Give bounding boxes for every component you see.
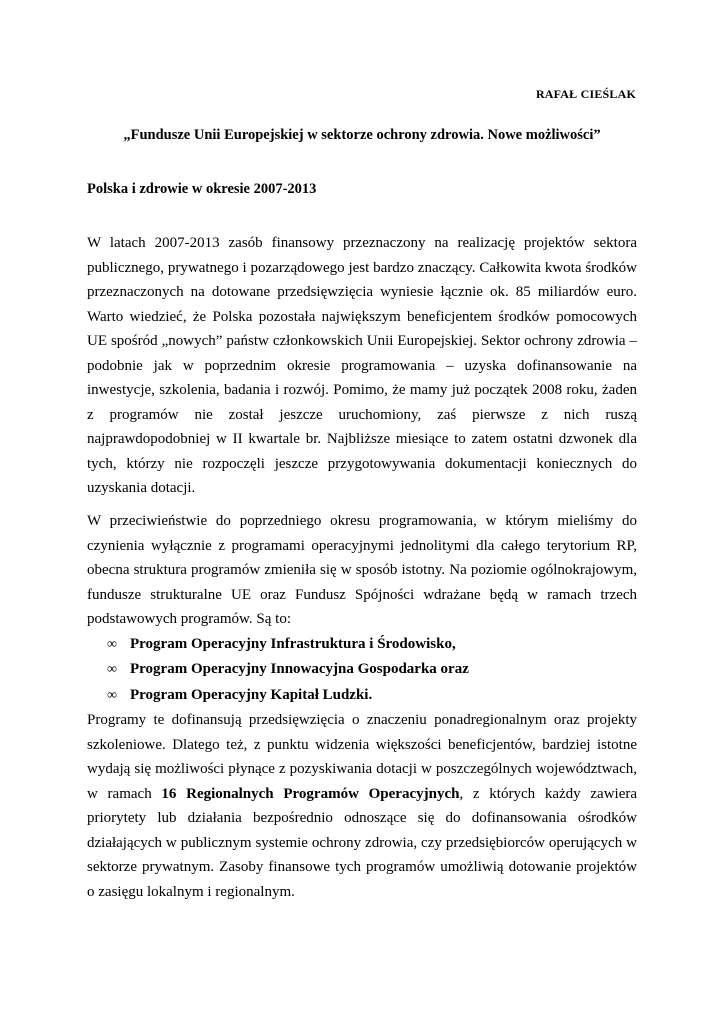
list-item xyxy=(87,657,637,683)
paragraph-3-emphasis: 16 Regionalnych Programów Operacyjnych xyxy=(161,785,460,802)
paragraph-1: W latach 2007-2013 zasób finansowy przeznaczony na realizację projektów sektora publicznego, prywatnego i pozarządowego jest bardzo znaczący. Całkowita kwota środków przeznaczonych na dotowane przedsięwzięcia wyniesie łącznie ok. 85 miliardów euro. Warto wiedzieć, że Polska pozostała największym beneficjentem środków pomocowych UE spośród „nowych” państw członkowskich Unii Europejskiej. Sektor ochrony zdrowia – podobnie jak w poprzednim okresie programowania – uzyska dofinansowanie na inwestycje, szkolenia, badania i rozwój. Pomimo, że mamy już początek 2008 roku, żaden z programów nie został jeszcze uruchomiony, zaś pierwsze z nich ruszą najprawdopodobniej w II kwartale br. Najbliższe miesiące to zatem ostatni dzwonek dla tych, którzy nie rozpoczęli jeszcze przygotowywania dokumentacji koniecznych do uzyskania dotacji. xyxy=(87,235,637,496)
list-item xyxy=(87,632,637,658)
program-list xyxy=(87,632,637,709)
infinity-bullet-icon: ∞ xyxy=(107,662,117,677)
author-name: RAFAŁ CIEŚLAK xyxy=(535,87,636,101)
list-item-text: Program Operacyjny Innowacyjna Gospodarka oraz xyxy=(130,661,469,677)
section-heading: Polska i zdrowie w okresie 2007-2013 xyxy=(87,181,317,197)
paragraph-3-part-2: , z których każdy zawiera priorytety lub działania bezpośrednio odnoszące się do dofinansowania ośrodków działających w publicznym systemie ochrony zdrowia, czy przedsiębiorców operujących w sektorze prywatnym. Zasoby finansowe tych programów umożliwią dotowanie projektów o zasięgu lokalnym i regionalnym. xyxy=(87,785,638,900)
paragraph-2 xyxy=(87,509,637,904)
list-item xyxy=(87,683,637,709)
document-title: „Fundusze Unii Europejskiej w sektorze ochrony zdrowia. Nowe możliwości” xyxy=(123,127,601,143)
paragraph-2-intro: W przeciwieństwie do poprzedniego okresu programowania, w którym mieliśmy do czynienia wyłącznie z programami operacyjnymi jednolitymi dla całego terytorium RP, obecna struktura programów zmieniła się w sposób istotny. Na poziomie ogólnokrajowym, fundusze strukturalne UE oraz Fundusz Spójności wdrażane będą w ramach trzech podstawowych programów. Są to: xyxy=(87,513,637,627)
infinity-bullet-icon: ∞ xyxy=(107,687,117,703)
infinity-bullet-icon: ∞ xyxy=(107,636,117,652)
paragraph-3-part-1: Programy te dofinansują przedsięwzięcia o znaczeniu ponadregionalnym oraz projekty szkoleniowe. Dlatego też, z punktu widzenia większości beneficjentów, bardziej istotne wydają się możliwości płynące z pozyskiwania dotacji w poszczególnych województwach, w ramach xyxy=(87,712,637,802)
paragraph-3 xyxy=(87,708,637,904)
list-item-text: Program Operacyjny Kapitał Ludzki. xyxy=(130,686,373,703)
list-item-text: Program Operacyjny Infrastruktura i Środowisko, xyxy=(130,635,456,652)
